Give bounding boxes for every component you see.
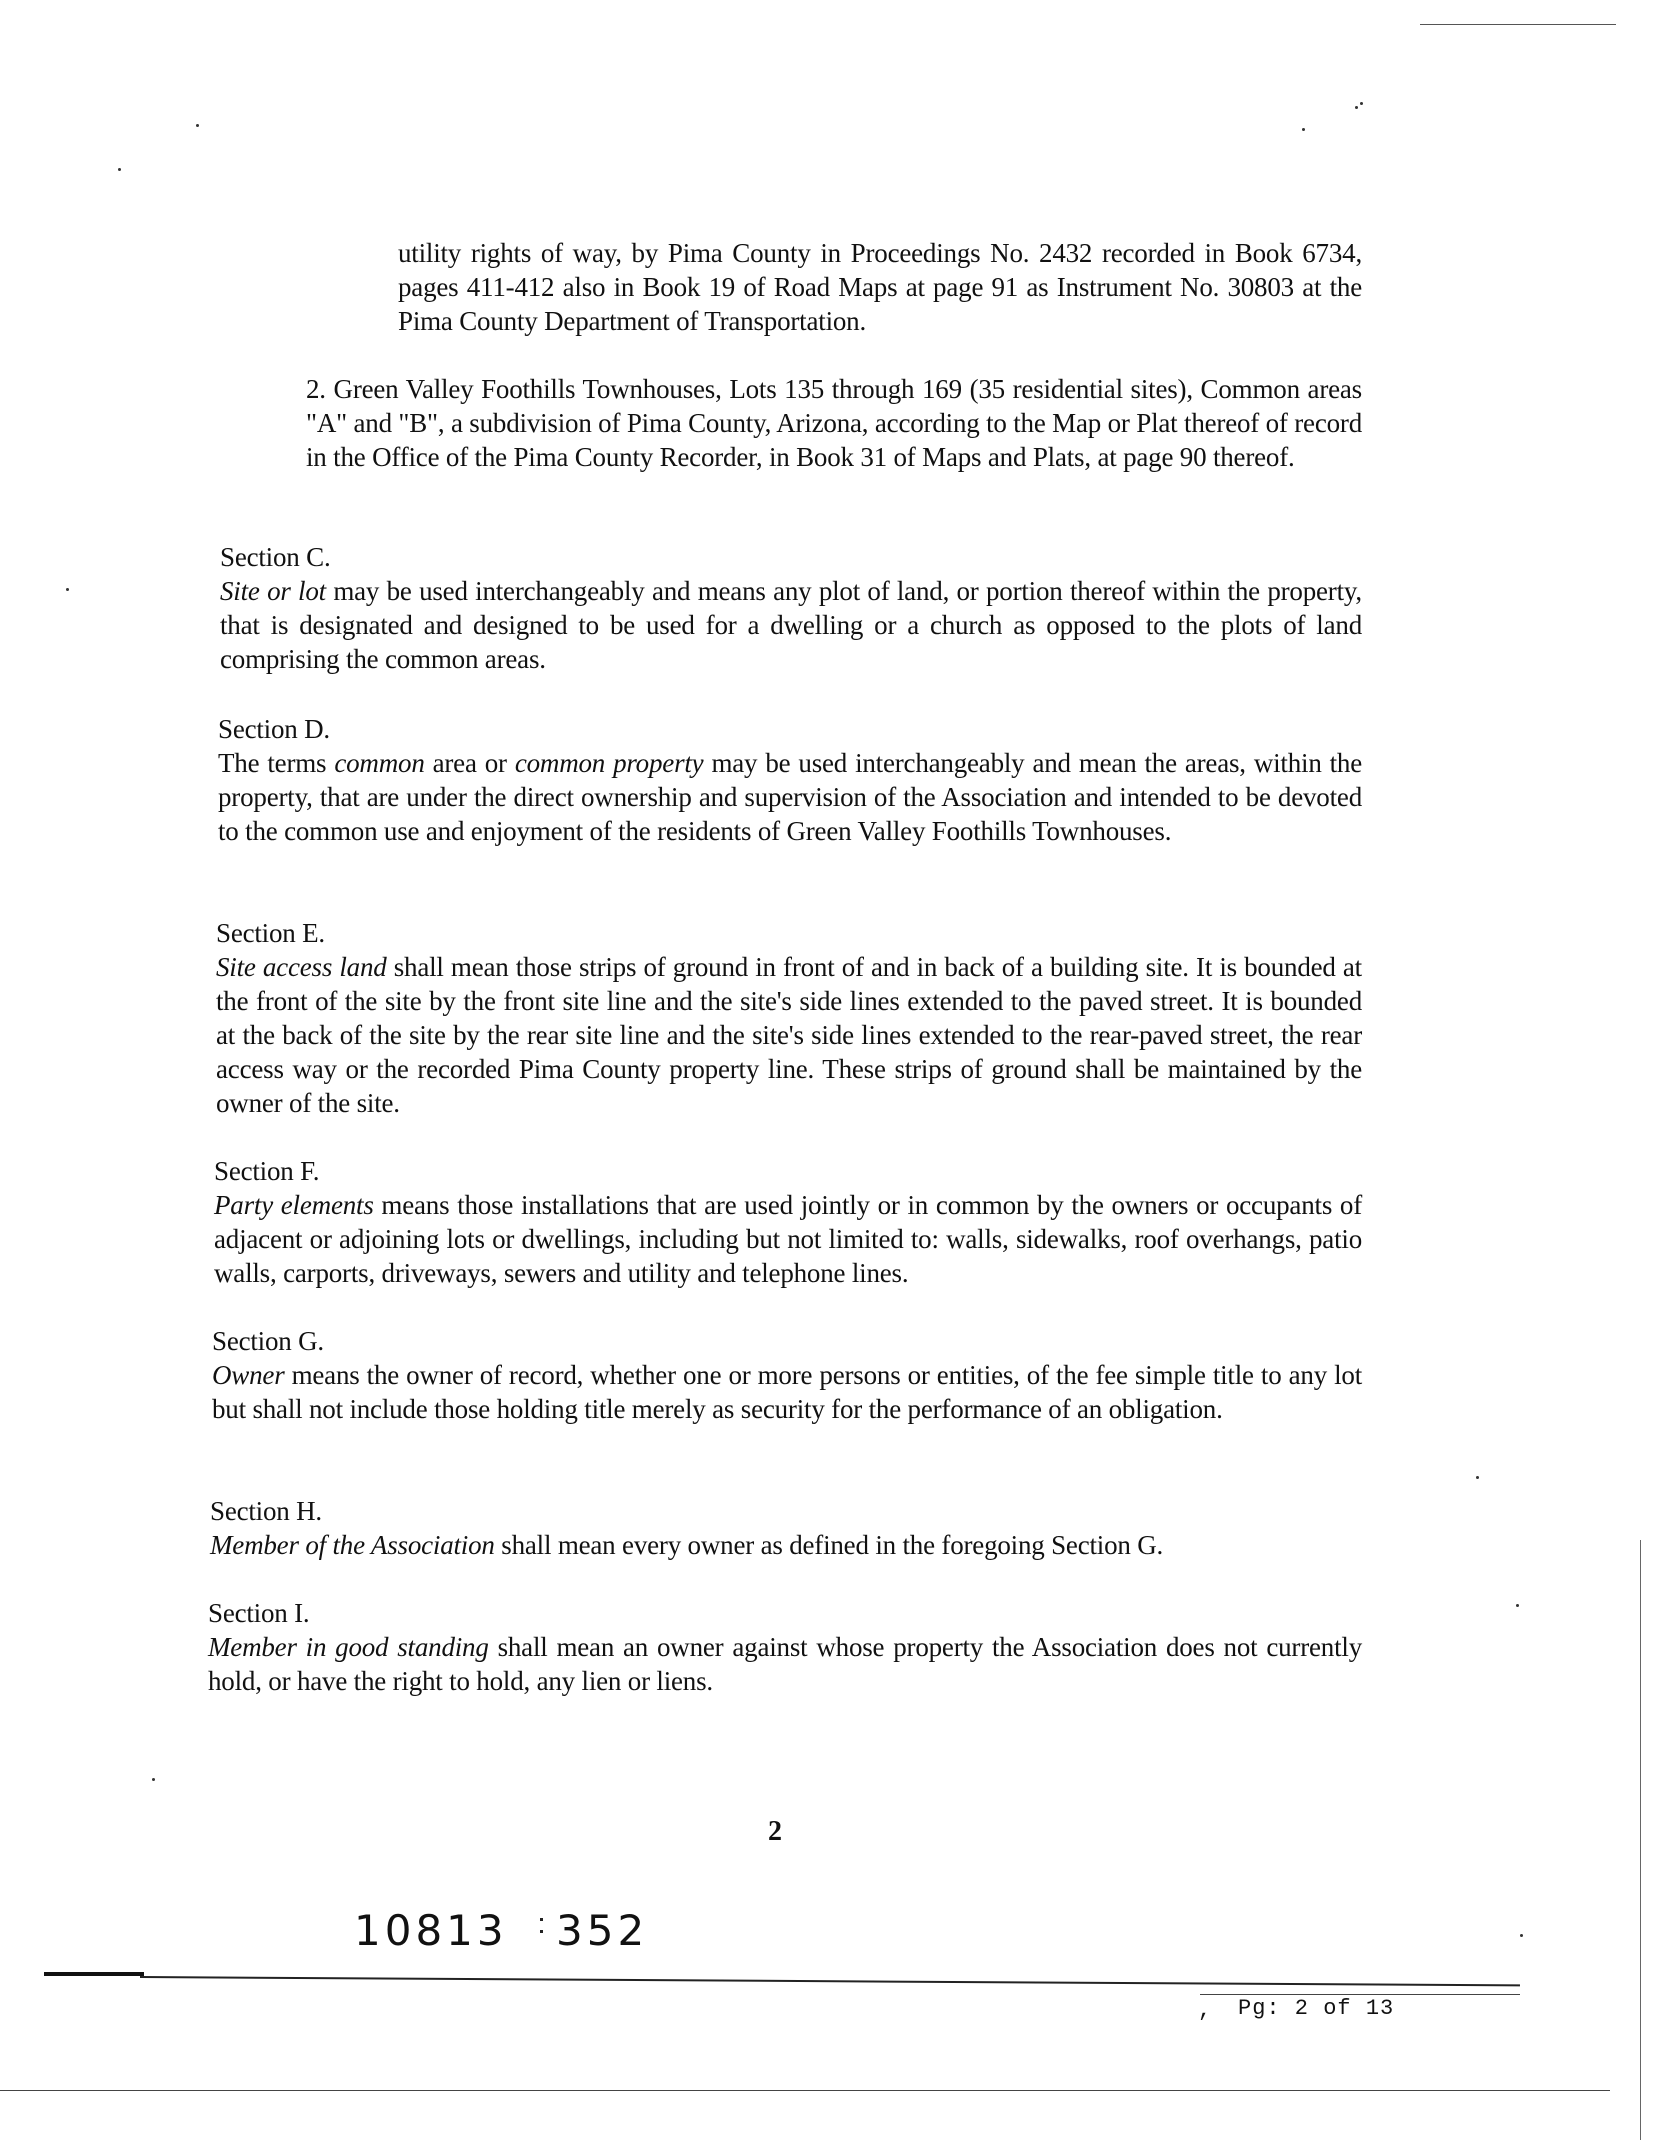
section-body — [208, 1630, 1362, 1698]
scan-speck — [66, 588, 69, 591]
pg-comma: , — [1198, 1998, 1213, 2023]
section-h — [210, 1494, 1362, 1562]
scan-speck — [1516, 1604, 1519, 1607]
defined-term: Site or lot — [220, 576, 326, 606]
page-number: 2 — [768, 1816, 782, 1847]
stamp-dot — [540, 1930, 543, 1933]
top-rule — [1420, 24, 1616, 25]
section-c — [220, 540, 1362, 676]
section-g — [212, 1324, 1362, 1426]
definition-text: may be used interchangeably and means any plot of land, or portion thereof within the property, that is designated and designed to be used for a dwelling or a church as opposed to the plots of land comprising the common areas. — [220, 576, 1362, 674]
scan-speck — [1476, 1476, 1479, 1479]
stamp-dot — [540, 1918, 543, 1921]
section-heading: Section H. — [210, 1496, 322, 1526]
section-body — [210, 1528, 1362, 1562]
defined-term: Member in good standing — [208, 1632, 489, 1662]
definition-text: may be used interchangeably and mean the areas, within the property, that are under the direct ownership and supervision of the Association and intended to be devoted to the common use and enjoyment of the residents of Green Valley Foothills Townhouses. — [218, 748, 1363, 846]
section-body — [218, 746, 1362, 848]
page-of-total: Pg: 2 of 13 — [1238, 1996, 1395, 2021]
section-d — [218, 712, 1362, 848]
scan-rule-thick — [44, 1972, 144, 1976]
scan-rule — [140, 1976, 1520, 1986]
intro-continuation: utility rights of way, by Pima County in Proceedings No. 2432 recorded in Book 6734, pages 411-412 also in Book 19 of Road Maps at page 91 as Instrument No. 30803 at the Pima County Department of Transportation. — [398, 238, 1362, 336]
scan-speck — [152, 1778, 155, 1781]
section-heading: Section I. — [208, 1598, 310, 1628]
section-heading: Section D. — [218, 714, 330, 744]
defined-term: common property — [514, 748, 704, 778]
pg-rule — [1200, 1994, 1520, 1995]
section-body — [214, 1188, 1362, 1290]
definition-text: shall mean an owner against whose property the Association does not currently hold, or have the right to hold, any lien or liens. — [208, 1632, 1362, 1696]
definition-text: The terms — [218, 748, 335, 778]
defined-term: Member of the Association — [210, 1530, 495, 1560]
recorder-book-number: 10813 — [354, 1906, 508, 1955]
scan-speck — [1520, 1934, 1523, 1937]
scan-speck — [1360, 102, 1363, 105]
definition-text: means the owner of record, whether one or more persons or entities, of the fee simple title to any lot but shall not include those holding title merely as security for the performance of an obligation. — [212, 1360, 1362, 1424]
section-i — [208, 1596, 1362, 1698]
definition-text: shall mean every owner as defined in the foregoing Section G. — [494, 1530, 1164, 1560]
scan-speck — [1302, 128, 1305, 131]
defined-term: Owner — [212, 1360, 285, 1390]
section-f — [214, 1154, 1362, 1290]
scan-speck — [1355, 106, 1358, 109]
section-body — [212, 1358, 1362, 1426]
section-heading: Section E. — [216, 918, 325, 948]
scan-edge-line — [1640, 1540, 1641, 2140]
defined-term: common — [334, 748, 425, 778]
scan-speck — [196, 124, 199, 127]
section-body — [220, 574, 1362, 676]
section-heading: Section F. — [214, 1156, 320, 1186]
bottom-scan-line — [0, 2090, 1610, 2091]
section-heading: Section G. — [212, 1326, 324, 1356]
scan-speck — [118, 168, 121, 171]
recorder-page-number: 352 — [556, 1906, 649, 1955]
intro-item-2: 2. Green Valley Foothills Townhouses, Lots 135 through 169 (35 residential sites), Common areas "A" and "B", a subdivision of Pima County, Arizona, according to the Map or Plat thereof of record in the Office of the Pima County Recorder, in Book 31 of Maps and Plats, at page 90 thereof. — [306, 374, 1363, 472]
section-e — [216, 916, 1362, 1120]
definition-text: means those installations that are used jointly or in common by the owners or occupants of adjacent or adjoining lots or dwellings, including but not limited to: walls, sidewalks, roof overhangs, patio walls, carports, driveways, sewers and utility and telephone lines. — [214, 1190, 1362, 1288]
definition-text: area or — [424, 748, 515, 778]
defined-term: Site access land — [216, 952, 387, 982]
section-body — [216, 950, 1362, 1120]
section-heading: Section C. — [220, 542, 331, 572]
definition-text: shall mean those strips of ground in front of and in back of a building site. It is bounded at the front of the site by the front site line and the site's side lines extended to the paved street. It is bounded at the back of the site by the rear site line and the site's side lines extended to the rear-paved street, the rear access way or the recorded Pima County property line. These strips of ground shall be maintained by the owner of the site. — [216, 952, 1362, 1118]
defined-term: Party elements — [214, 1190, 374, 1220]
